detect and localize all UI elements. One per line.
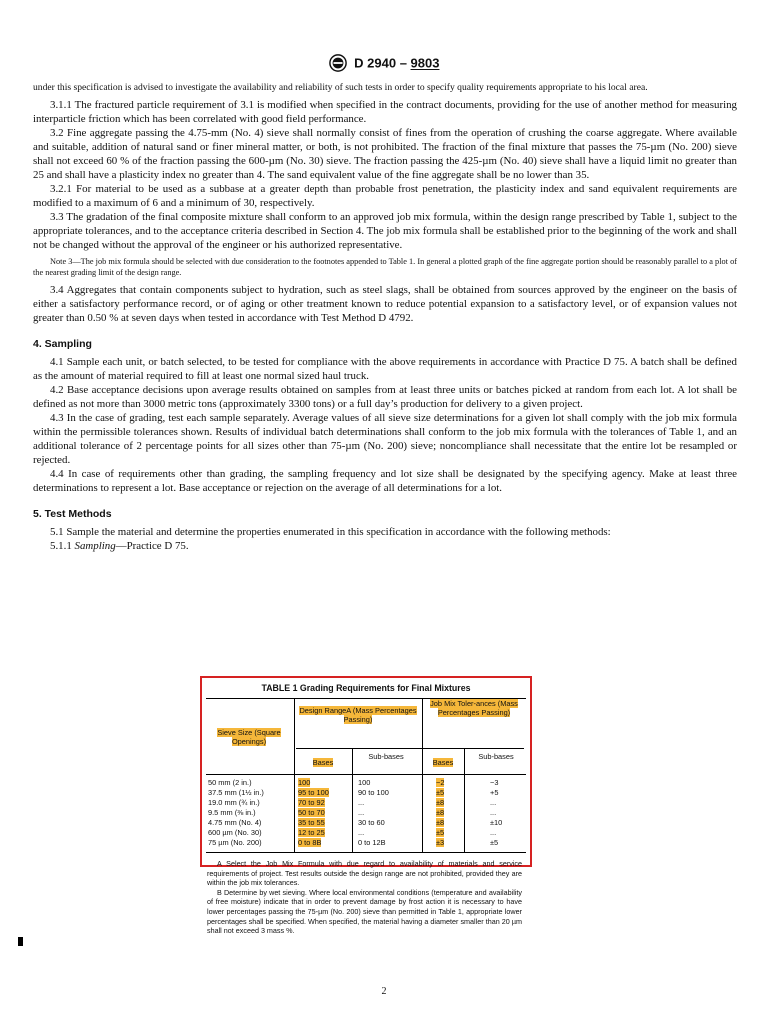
- footnote-a: A Select the Job Mix Formula with due regard to availability of materials and service requirements of project. Test results outside the design range are not prohibited, provided they are within the job mix tolerances.: [207, 859, 522, 888]
- subhead-design-bases: Bases: [312, 758, 334, 767]
- table-row: 4.75 mm (No. 4) 35 to 55 30 to 60 ±8 ±10: [208, 818, 503, 827]
- astm-logo-icon: [329, 54, 347, 72]
- table-1: [200, 676, 532, 867]
- designation: D 2940 – 9803: [354, 55, 440, 71]
- paragraph-continued: under this specification is advised to investigate the availability and reliability of such tests in order to specify quality requirements appropriate to his local area.: [33, 82, 648, 93]
- table-row: 75 µm (No. 200) 0 to 8B 0 to 12B ±3 ±5: [208, 838, 499, 847]
- table-row: 600 µm (No. 30) 12 to 25 ... ±5 ...: [208, 828, 497, 837]
- paragraph-4-2: 4.2 Base acceptance decisions upon average results obtained on samples from at least three units or batches picked at random from each lot. A lot shall be defined as not more than 3000 metric tons (approximately 3300 tons) or a full day’s production for delivery to a given project.: [33, 384, 737, 410]
- col-job-mix-tolerances: Job Mix Toler-ances (Mass Percentages Passing): [430, 699, 518, 717]
- table-row: 9.5 mm (⅜ in.) 50 to 70 ... ±8 ...: [208, 808, 497, 817]
- paragraph-3-3: 3.3 The gradation of the final composite mixture shall conform to an approved job mix formula, within the design range prescribed by Table 1, subject to the appropriate tolerances, and to the acceptance criteria described in Section 4. The job mix formula shall be established prior to the beginning of the work and shall not be changed without the approval of the engineer or his authorized representative.: [33, 211, 737, 251]
- table-title: TABLE 1 Grading Requirements for Final Mixtures: [261, 683, 471, 693]
- table-row: 19.0 mm (¾ in.) 70 to 92 ... ±8 ...: [208, 798, 497, 807]
- col-sieve-size: Sieve Size (Square Openings): [217, 728, 281, 746]
- paragraph-5-1-1: 5.1.1 Sampling—Practice D 75.: [50, 540, 189, 552]
- paragraph-3-1-1: 3.1.1 The fractured particle requirement of 3.1 is modified when specified in the contract documents, providing for the use of another method for measuring interparticle friction which has been correlated with good field performance.: [33, 99, 737, 125]
- table-row: 50 mm (2 in.) 100 100 −2 −3: [208, 778, 499, 787]
- subhead-tol-bases: Bases: [432, 758, 454, 767]
- page-number: 2: [381, 986, 387, 997]
- paragraph-3-4: 3.4 Aggregates that contain components subject to hydration, such as steel slags, shall be obtained from sources approved by the engineer on the basis of either a satisfactory performance record, or of aging or other treatment known to reduce potential expansion to a satisfactory level, or of expansion values not greater than 0.50 % at seven days when tested in accordance with Test Method D 4792.: [33, 284, 737, 324]
- paragraph-3-2: 3.2 Fine aggregate passing the 4.75-mm (No. 4) sieve shall normally consist of fines from the operation of crushing the coarse aggregate. Where available and suitable, addition of natural sand or finer mineral matter, or both, is not prohibited. The fraction of the final mixture that passes the 75-µm (No. 200) sieve shall not exceed 60 % of the fraction passing the 600-µm (No. 30) sieve. The fraction passing the 425-µm (No. 40) sieve shall have a liquid limit no greater than 25 and shall have a plasticity index no greater than 4. The sand equivalent value of the fine aggregate shall be no lower than 35.: [33, 127, 737, 181]
- document-body: [33, 82, 737, 553]
- col-design-range: Design RangeA (Mass Percentages Passing): [299, 706, 417, 724]
- subhead-design-subbases: Sub-bases: [368, 752, 404, 761]
- footnote-b: B Determine by wet sieving. Where local environmental conditions (temperature and availability of free moisture) indicate that in order to prevent damage by frost action it is necessary to have lower percentages passing the 75-µm (No. 200) sieve than permitted in Table 1, appropriate lower percentages shall be specified. When specified, the material having a diameter smaller than 20 µm shall not exceed 3 mass %.: [207, 887, 522, 936]
- document-header: [0, 54, 768, 72]
- paragraph-4-4: 4.4 In case of requirements other than grading, the sampling frequency and lot size shall be designated by the specifying agency. Make at least three determinations to represent a lot. Base acceptance or rejection on the average of all determinations for a lot.: [33, 468, 737, 494]
- note-3: Note 3—The job mix formula should be selected with due consideration to the footnotes appended to Table 1. In general a plotted graph of the fine aggregate portion should be reasonably parallel to a plot of the nearest grading limit of the design range.: [33, 257, 737, 277]
- paragraph-4-3: 4.3 In the case of grading, test each sample separately. Average values of all sieve size determinations for a given lot shall comply with the job mix formula within the permissible tolerances shown. Results of individual batch determinations shall conform to the job mix formula with the tolerances of Table 1, and an additional tolerance of 2 percentage points for all sizes other than 75-µm (No. 200) sieve; noncompliance shall necessitate that the entire lot be resampled or rejected.: [33, 412, 737, 466]
- revision-bar: [18, 937, 23, 946]
- subhead-tol-subbases: Sub-bases: [478, 752, 514, 761]
- table-row: 37.5 mm (1½ in.) 95 to 100 90 to 100 ±5 +5: [208, 788, 499, 797]
- paragraph-5-1: 5.1 Sample the material and determine the properties enumerated in this specification in accordance with the following methods:: [50, 526, 611, 538]
- table-footnotes: [207, 859, 522, 936]
- paragraph-4-1: 4.1 Sample each unit, or batch selected, to be tested for compliance with the above requirements in accordance with Practice D 75. A batch shall be defined as the amount of material required to fill at least one normal sized haul truck.: [33, 356, 737, 382]
- section-5-heading: 5. Test Methods: [33, 508, 112, 520]
- paragraph-3-2-1: 3.2.1 For material to be used as a subbase at a greater depth than probable frost penetration, the plasticity index and sand equivalent requirements are modified to a maximum of 6 and a minimum of 30, respectively.: [33, 183, 737, 209]
- section-4-heading: 4. Sampling: [33, 338, 92, 350]
